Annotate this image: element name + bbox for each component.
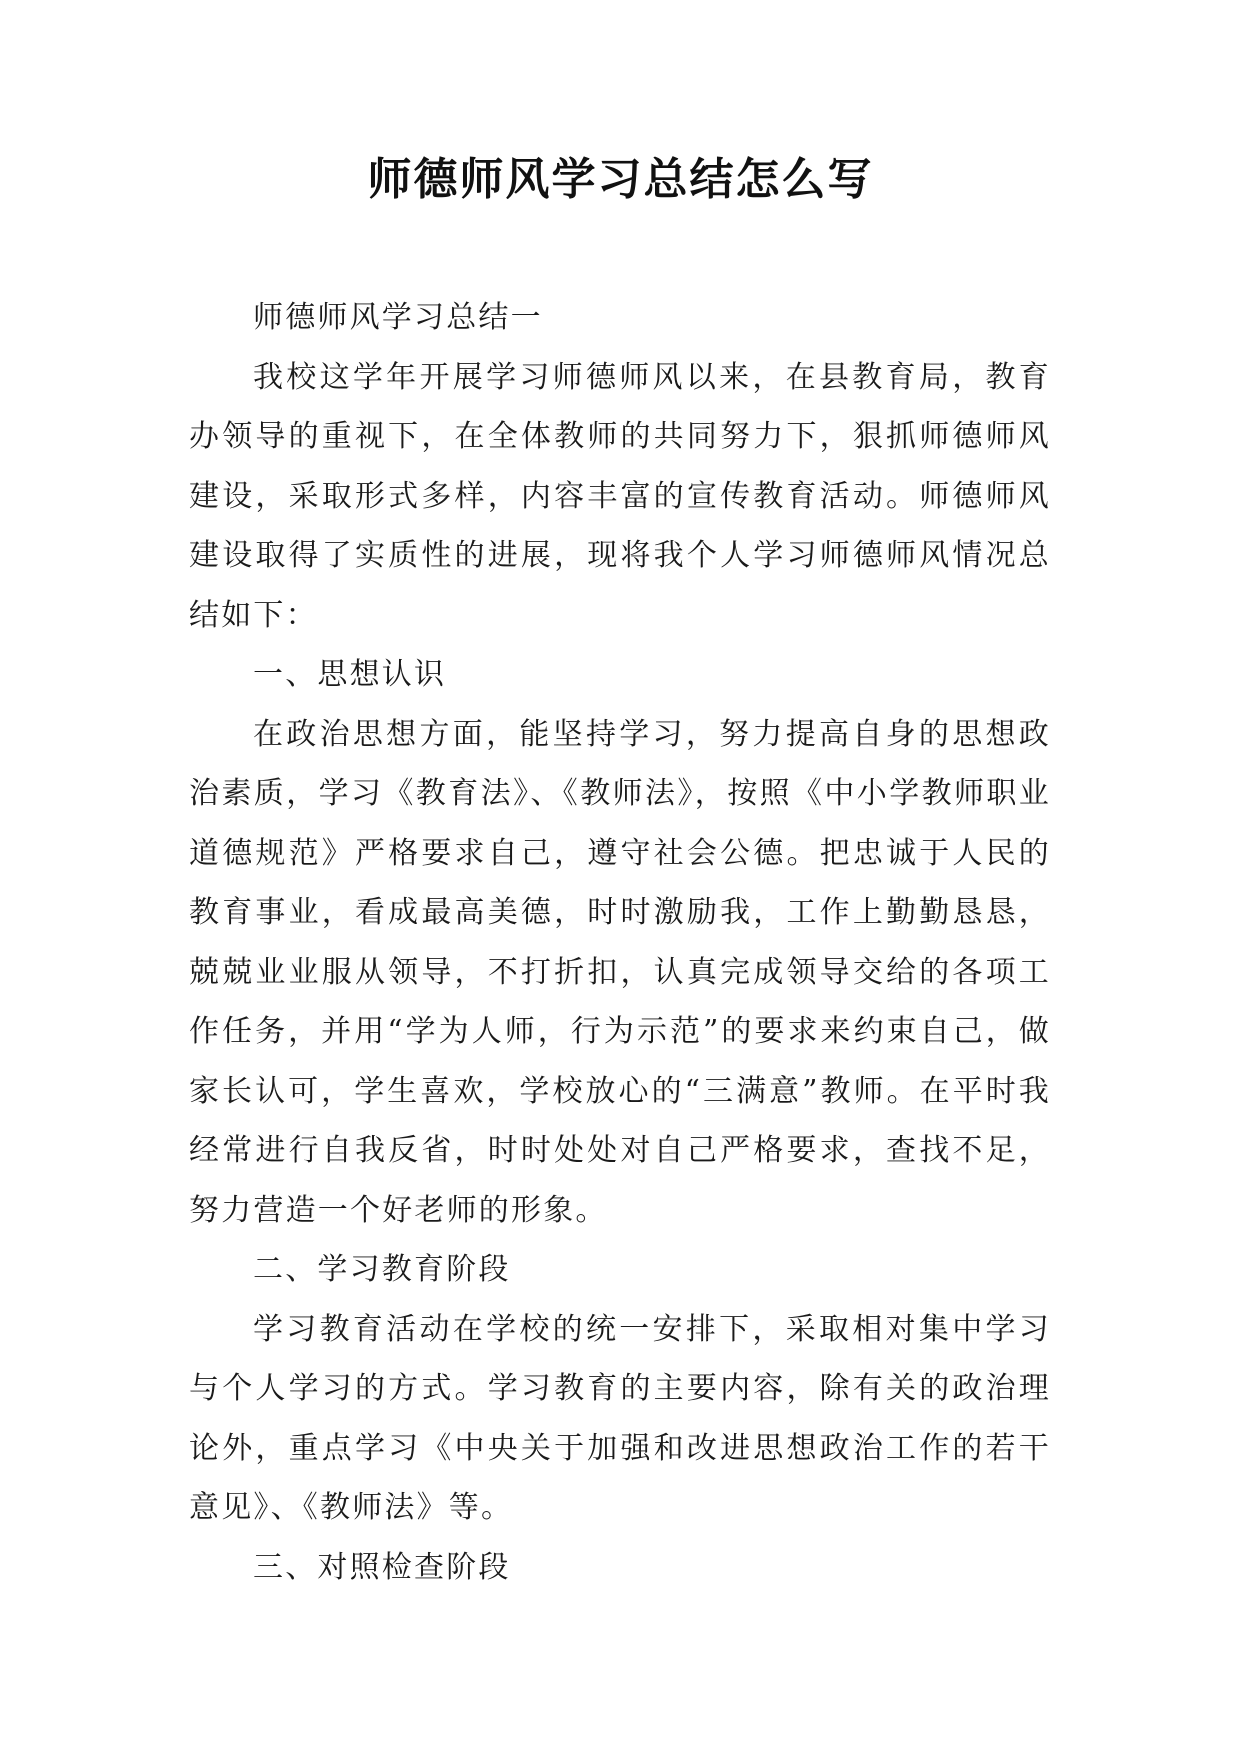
section-heading: 三、对照检查阶段	[253, 1549, 511, 1585]
document-body	[189, 288, 1051, 1597]
summary-subtitle: 师德师风学习总结一	[253, 300, 543, 335]
document-title: 师德师风学习总结怎么写	[367, 154, 874, 205]
section-paragraph: 学习教育活动在学校的统一安排下，采取相对集中学习与个人学习的方式。学习教育的主要内容，除有关的政治理论外，重点学习《中央关于加强和改进思想政治工作的若干意见》、《教师法》等。	[189, 1311, 1051, 1525]
section-paragraph: 在政治思想方面，能坚持学习，努力提高自身的思想政治素质，学习《教育法》、《教师法》，按照《中小学教师职业道德规范》严格要求自己，遵守社会公德。把忠诚于人民的教育事业，看成最高美德，时时激励我，工作上勤勤恳恳，兢兢业业服从领导，不打折扣，认真完成领导交给的各项工作任务，并用“学为人师，行为示范”的要求来约束自己，做家长认可，学生喜欢，学校放心的“三满意”教师。在平时我经常进行自我反省，时时处处对自己严格要求，查找不足，努力营造一个好老师的形象。	[189, 716, 1051, 1228]
section-heading: 二、学习教育阶段	[253, 1252, 511, 1287]
section-heading: 一、思想认识	[253, 657, 447, 692]
intro-paragraph: 我校这学年开展学习师德师风以来，在县教育局，教育办领导的重视下，在全体教师的共同努力下，狠抓师德师风建设，采取形式多样，内容丰富的宣传教育活动。师德师风建设取得了实质性的进展，现将我个人学习师德师风情况总结如下：	[189, 359, 1051, 633]
